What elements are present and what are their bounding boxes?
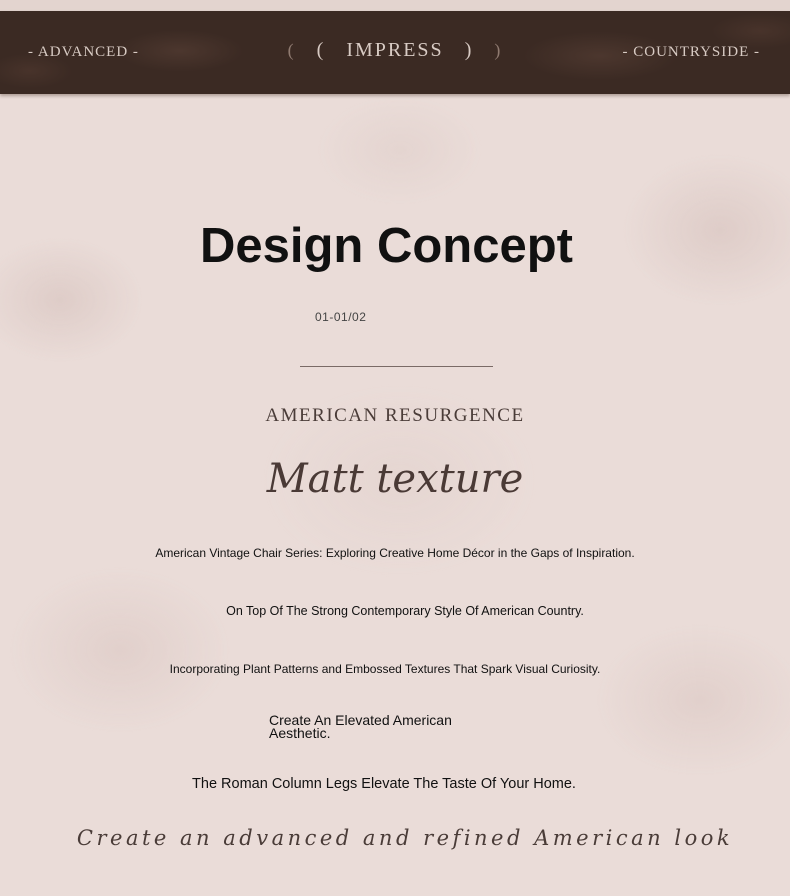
- page-title: Design Concept: [200, 219, 573, 273]
- divider: [300, 366, 493, 367]
- text-line-2: On Top Of The Strong Contemporary Style Of American Country.: [226, 604, 584, 618]
- page-number: 01-01/02: [315, 310, 367, 324]
- header-left-label: - ADVANCED -: [28, 44, 139, 60]
- brand-outer-paren-right: ): [494, 40, 503, 60]
- text-line-5: The Roman Column Legs Elevate The Taste Of Your Home.: [192, 776, 576, 792]
- top-strip: [0, 0, 790, 11]
- tagline: Create an advanced and refined American look: [76, 826, 734, 850]
- brand-inner-paren-right: ): [464, 39, 474, 61]
- text-line-4: Create An Elevated American Aesthetic.: [269, 712, 452, 741]
- script-heading: Matt texture: [266, 456, 524, 502]
- header-band: [0, 11, 790, 94]
- text-line-3: Incorporating Plant Patterns and Embossed Textures That Spark Visual Curiosity.: [169, 662, 601, 676]
- subtitle: AMERICAN RESURGENCE: [265, 405, 525, 426]
- header-right-label: - COUNTRYSIDE -: [622, 44, 760, 60]
- text-line-1: American Vintage Chair Series: Exploring Creative Home Décor in the Gaps of Inspiration.: [155, 546, 635, 560]
- brand-inner-paren-left: (: [316, 39, 326, 61]
- brand-outer-paren-left: (: [287, 40, 296, 60]
- brand-name: IMPRESS: [346, 39, 444, 61]
